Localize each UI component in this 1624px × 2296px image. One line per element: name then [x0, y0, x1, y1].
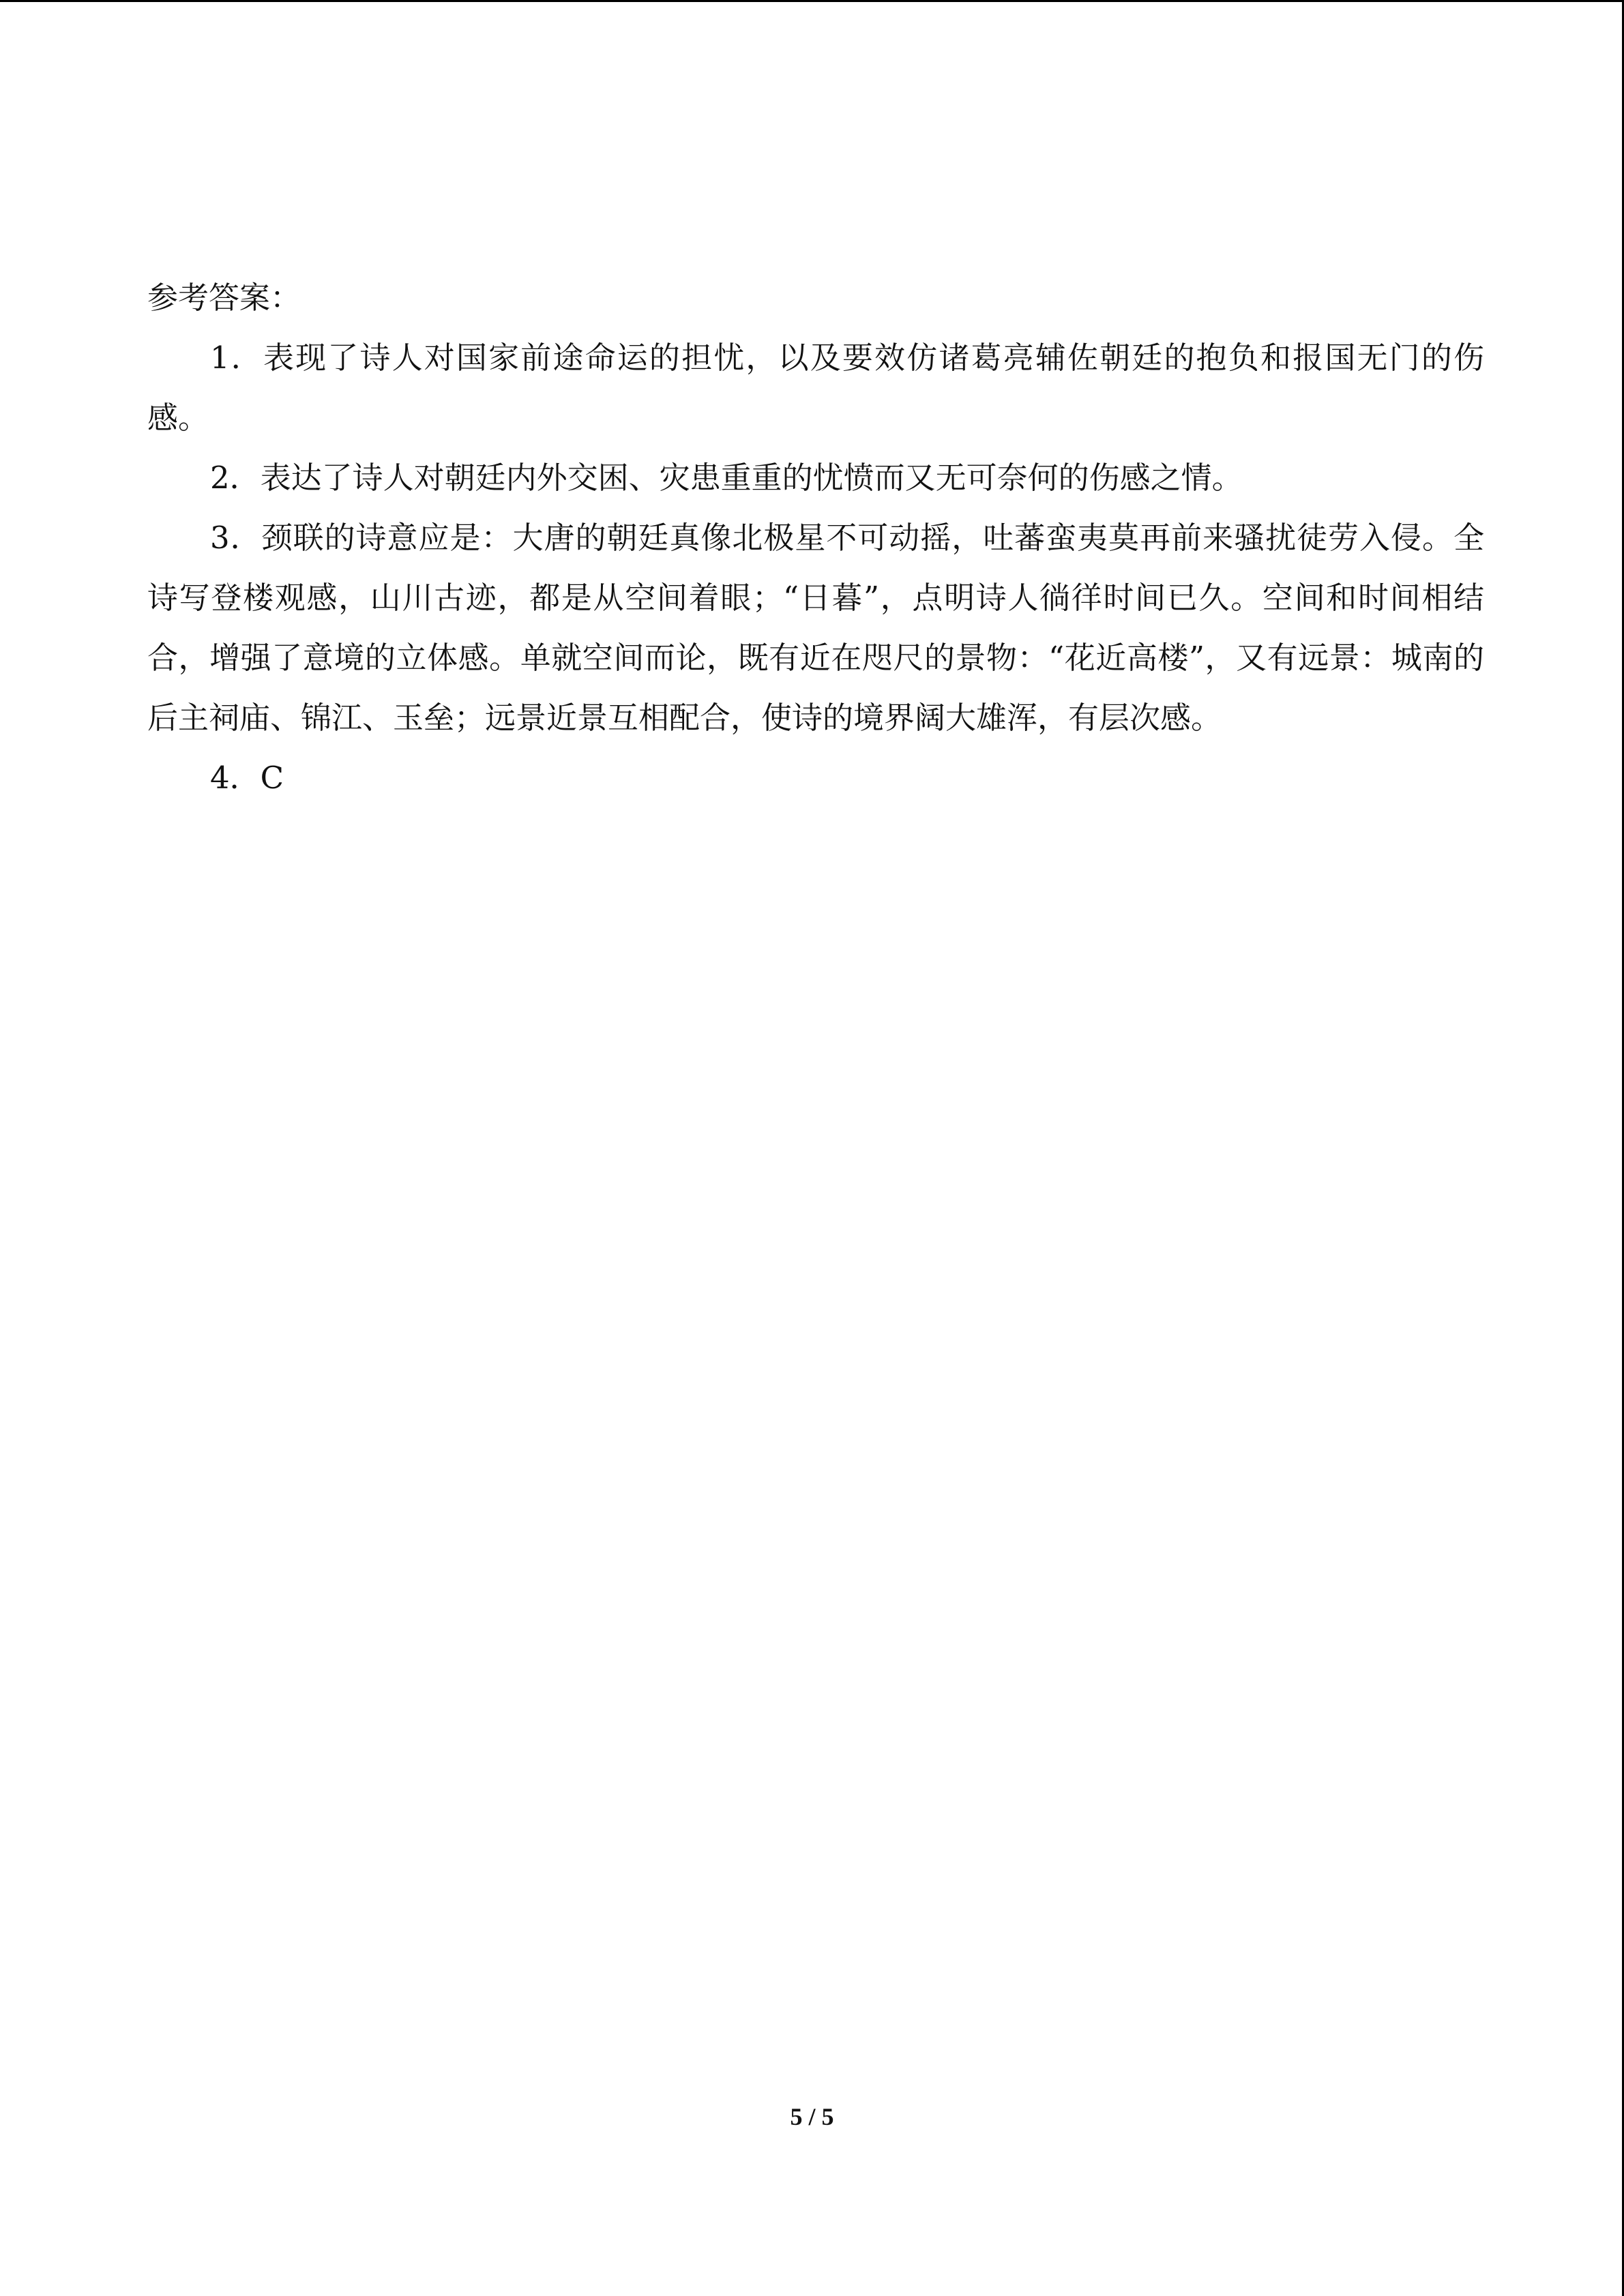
answer-item-4: 4．C — [210, 760, 284, 796]
page-number: 5 / 5 — [790, 2103, 834, 2130]
answer-heading: 参考答案： — [147, 280, 301, 316]
answer-item-2: 2．表达了诗人对朝廷内外交困、灾患重重的忧愤而又无可奈何的伤感之情。 — [210, 460, 1243, 496]
answer-section — [147, 268, 1484, 808]
answer-item-3: 3．颈联的诗意应是：大唐的朝廷真像北极星不可动摇，吐蕃蛮夷莫再前来骚扰徒劳入侵。全诗写登楼观感，山川古迹，都是从空间着眼；“日暮”，点明诗人徜徉时间已久。空间和时间相结合，增强了意境的立体感。单就空间而论，既有近在咫尺的景物：“花近高楼”，又有远景：城南的后主祠庙、锦江、玉垒；远景近景互相配合，使诗的境界阔大雄浑，有层次感。 — [147, 520, 1484, 736]
answer-item-1: 1．表现了诗人对国家前途命运的担忧，以及要效仿诸葛亮辅佐朝廷的抱负和报国无门的伤感。 — [147, 340, 1484, 436]
